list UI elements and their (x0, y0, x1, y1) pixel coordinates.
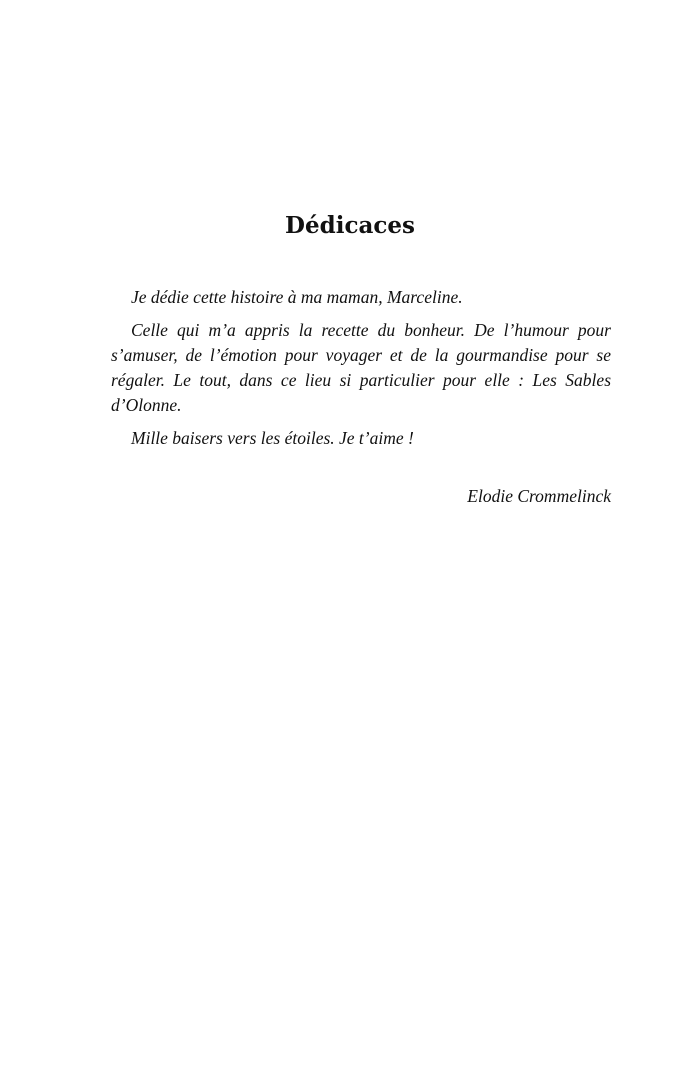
dedication-paragraph-3: Mille baisers vers les étoiles. Je t’aime ! (131, 428, 414, 448)
dedication-paragraph-2: Celle qui m’a appris la recette du bonheur. De l’humour pour s’amuser, de l’émotion pour voyager et de la gourmandise pour se régaler. Le tout, dans ce lieu si particulier pour elle : Les Sables d’Olonne. (111, 320, 611, 415)
dedication-paragraph-1: Je dédie cette histoire à ma maman, Marceline. (131, 287, 463, 307)
dedication-text (111, 285, 611, 451)
page-title: Dédicaces (285, 212, 415, 239)
author-signature: Elodie Crommelinck (467, 486, 611, 506)
